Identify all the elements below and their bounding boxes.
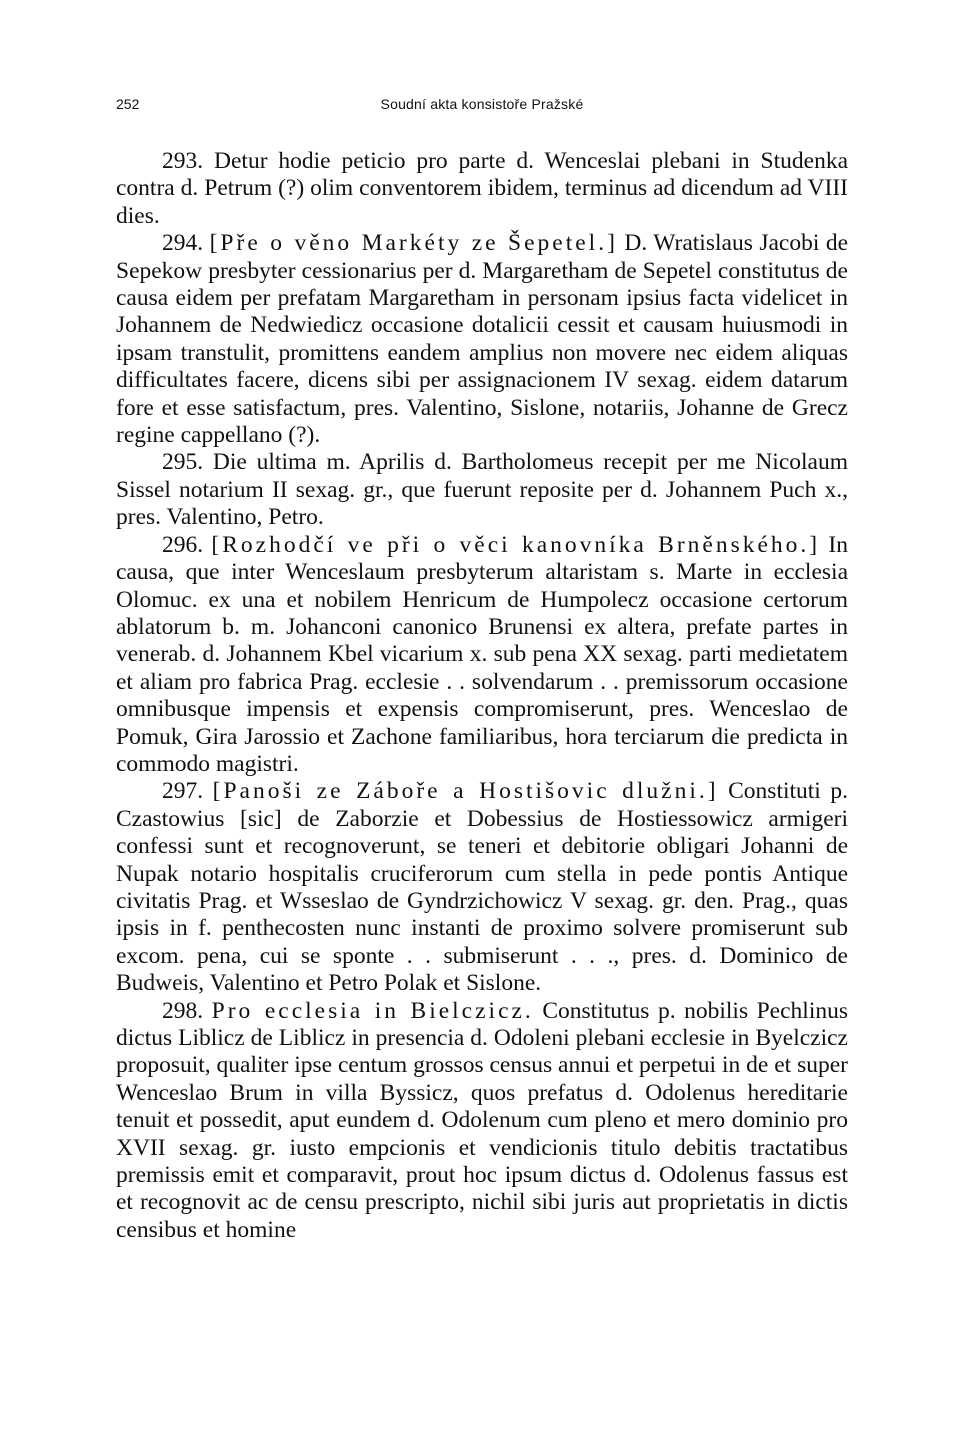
entry-number: 297. [162, 778, 204, 805]
entry-number: 296. [162, 531, 204, 558]
entry-text: Constitutus p. nobilis Pechlinus dictus Liblicz de Liblicz in presencia d. Odoleni plebani ecclesie in Byelczicz proposuit, qualiter ipse centum grossos census annui et perpetui in de et super Wenceslao Brum in villa Byssicz, quos prefatus d. Odolenus hereditarie tenuit et possedit, aput eundem d. Odolenum cum pleno et mero dominio pro XVII sexag. gr. iusto empcionis et vendicionis titulo debitis tractatibus premissis emit et comparavit, prout hoc ipsum dictus d. Odolenus fassus est et recognovit ac de censu prescripto, nichil sibi juris aut proprietatis in dictis censibus et homine [116, 997, 848, 1243]
entry-295 [116, 449, 848, 531]
entry-number: 298. [162, 997, 204, 1024]
page-number: 252 [116, 96, 140, 112]
entry-heading: Pro ecclesia in Bielczicz. [211, 997, 534, 1024]
entry-296 [116, 532, 848, 779]
entry-number: 294. [162, 230, 204, 257]
entry-text: Die ultima m. Aprilis d. Bartholomeus recepit per me Nicolaum Sissel notarium II sexag. gr., que fuerunt reposite per d. Johannem Puch x., pres. Valentino, Petro. [116, 449, 848, 531]
entry-298 [116, 998, 848, 1245]
entry-number: 295. [162, 449, 204, 476]
running-header [116, 96, 848, 118]
entry-number: 293. [162, 148, 204, 174]
entry-297 [116, 778, 848, 997]
entry-heading: [Rozhodčí ve při o věci kanovníka Brněnského.] [211, 531, 821, 558]
entries-list [116, 148, 848, 1244]
entry-293 [116, 148, 848, 230]
entry-text: D. Wratislaus Jacobi de Sepekow presbyter cessionarius per d. Margaretham de Sepetel constitutus de causa eidem per prefatam Margaretham in personam ipsius facta videlicet in Johannem de Nedwiedicz occasione dotalicii cessit et causam huiusmodi in ipsam transtulit, promittens eandem amplius non movere nec eidem aliquas difficultates facere, dicens sibi per assignacionem IV sexag. eidem datarum fore et esse satisfactum, pres. Valentino, Sislone, notariis, Johanne de Grecz regine cappellano (?). [116, 230, 849, 449]
entry-text: Constituti p. Czastowius [sic] de Zaborzie et Dobessius de Hostiessowicz armigeri confessi sunt et recognoverunt, se teneri et debitorie obligari Johanni de Nupak notario hospitalis cruciferorum cum stella in pede pontis Antique civitatis Prag. et Wsseslao de Gyndrzichowicz V sexag. gr. den. Prag., quas ipsis in f. penthecosten nunc instanti de proximo solvere promiserunt sub excom. pena, cui se sponte . . submiserunt . . ., pres. d. Dominico de Budweis, Valentino et Petro Polak et Sislone. [116, 778, 848, 997]
entry-text: Detur hodie peticio pro parte d. Wenceslai plebani in Studenka contra d. Petrum (?) olim conventorem ibidem, terminus ad dicendum ad VIII dies. [116, 148, 848, 229]
running-title: Soudní akta konsistoře Pražské [380, 96, 584, 112]
entry-text: In causa, que inter Wenceslaum presbyterum altaristam s. Marte in ecclesia Olomuc. ex una et nobilem Henricum de Humpolecz occasione certorum ablatorum b. m. Johanconi canonico Brunensi ex altera, prefate partes in venerab. d. Johannem Kbel vicarium x. sub pena XX sexag. parti medietatem et aliam pro fabrica Prag. ecclesie . . solvendarum . . premissorum occasione omnibusque impensis et expensis compromiserunt, pres. Wenceslao de Pomuk, Gira Jarossio et Zachone familiaribus, hora terciarum die predicta in commodo magistri. [116, 531, 848, 777]
entry-heading: [Pře o věno Markéty ze Šepetel.] [209, 230, 618, 257]
entry-294 [116, 230, 848, 449]
entry-heading: [Panoši ze Záboře a Hostišovic dlužni.] [212, 778, 719, 805]
